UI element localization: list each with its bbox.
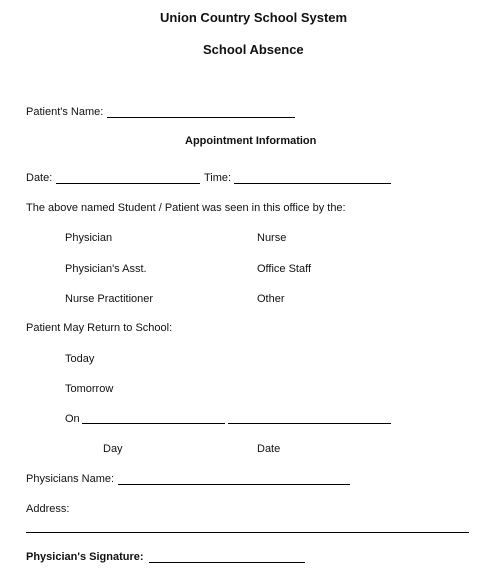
- date-caption: Date: [257, 443, 281, 455]
- patient-name-field[interactable]: [107, 117, 295, 118]
- time-label: Time:: [204, 172, 232, 184]
- provider-option-nurse-practitioner[interactable]: Nurse Practitioner: [65, 293, 154, 305]
- provider-option-office-staff[interactable]: Office Staff: [257, 263, 312, 275]
- physician-name-field[interactable]: [118, 484, 350, 485]
- physician-signature-label: Physician's Signature:: [26, 551, 144, 563]
- provider-option-physicians-asst[interactable]: Physician's Asst.: [65, 263, 147, 275]
- return-date-field[interactable]: [228, 423, 391, 424]
- date-field[interactable]: [56, 183, 200, 184]
- day-caption: Day: [103, 443, 123, 455]
- form-title: School Absence: [203, 42, 304, 57]
- provider-option-physician[interactable]: Physician: [65, 232, 113, 244]
- return-on-label: On: [65, 413, 80, 425]
- address-label: Address:: [26, 503, 70, 515]
- time-field[interactable]: [234, 183, 391, 184]
- physician-signature-field[interactable]: [149, 562, 305, 563]
- address-field[interactable]: [26, 532, 469, 533]
- return-day-field[interactable]: [82, 423, 225, 424]
- date-label: Date:: [26, 172, 53, 184]
- return-option-tomorrow[interactable]: Tomorrow: [65, 383, 114, 395]
- provider-option-nurse[interactable]: Nurse: [257, 232, 287, 244]
- patient-name-label: Patient's Name:: [26, 106, 104, 118]
- organization-title: Union Country School System: [160, 10, 348, 25]
- seen-by-text: The above named Student / Patient was seen in this office by the:: [26, 202, 346, 214]
- return-to-school-label: Patient May Return to School:: [26, 322, 173, 334]
- appointment-heading: Appointment Information: [185, 135, 317, 147]
- return-option-today[interactable]: Today: [65, 353, 95, 365]
- provider-option-other[interactable]: Other: [257, 293, 285, 305]
- physician-name-label: Physicians Name:: [26, 473, 115, 485]
